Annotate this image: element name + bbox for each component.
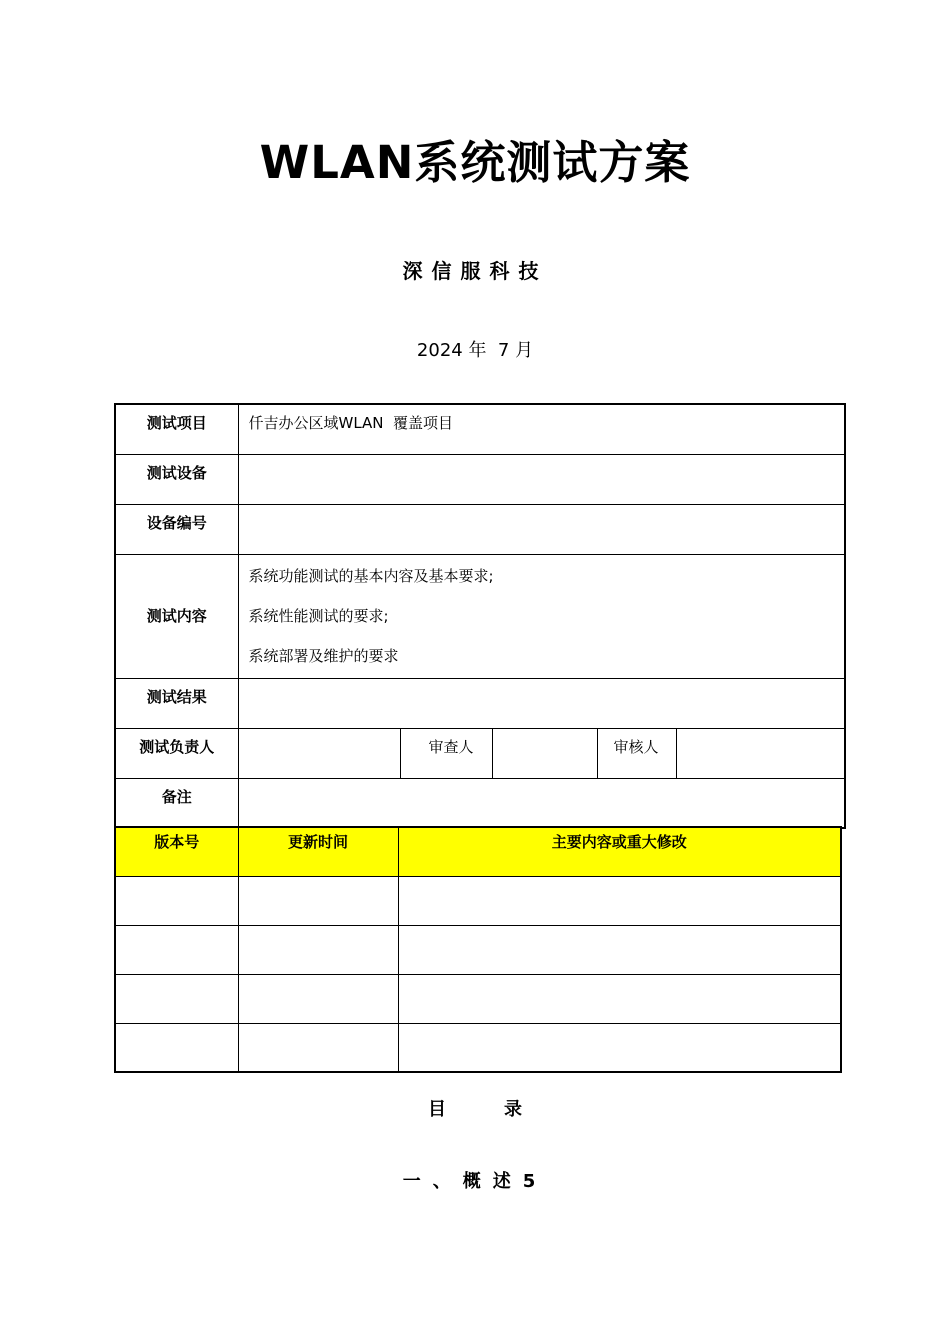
content-line-1: 系统功能测试的基本内容及基本要求; bbox=[248, 567, 494, 585]
version-history-table bbox=[114, 826, 842, 1073]
label-test-content: 测试内容 bbox=[115, 554, 238, 678]
row-test-project bbox=[115, 404, 845, 454]
toc-heading bbox=[0, 1096, 950, 1124]
label-test-equipment: 测试设备 bbox=[115, 454, 238, 504]
company-name: 深信服科技 bbox=[402, 259, 548, 283]
value-remarks bbox=[238, 778, 845, 828]
row-test-content bbox=[115, 554, 845, 678]
cell-changes bbox=[398, 1023, 841, 1072]
value-test-result bbox=[238, 678, 845, 728]
table-row bbox=[115, 1023, 841, 1072]
value-test-project: 仟吉办公区域WLAN 覆盖项目 bbox=[238, 404, 845, 454]
cell-version bbox=[115, 974, 238, 1023]
cell-version bbox=[115, 925, 238, 974]
document-date: 2024 年 7 月 bbox=[416, 340, 534, 361]
table-row bbox=[115, 974, 841, 1023]
value-test-owner bbox=[238, 728, 400, 778]
toc-heading-left: 目 bbox=[428, 1099, 446, 1120]
toc-item-overview[interactable]: 一、概述5 bbox=[402, 1171, 548, 1192]
value-approver bbox=[676, 728, 845, 778]
test-info-table bbox=[114, 403, 846, 829]
label-approver: 审核人 bbox=[597, 728, 676, 778]
row-remarks bbox=[115, 778, 845, 828]
cell-time bbox=[238, 974, 398, 1023]
value-device-number bbox=[238, 504, 845, 554]
table-row bbox=[115, 925, 841, 974]
row-test-result bbox=[115, 678, 845, 728]
label-remarks: 备注 bbox=[115, 778, 238, 828]
cell-version bbox=[115, 876, 238, 925]
cell-changes bbox=[398, 925, 841, 974]
cell-changes bbox=[398, 974, 841, 1023]
version-table-header bbox=[115, 827, 841, 876]
label-reviewer: 审查人 bbox=[400, 728, 492, 778]
label-test-project: 测试项目 bbox=[115, 404, 238, 454]
header-main-changes: 主要内容或重大修改 bbox=[398, 827, 841, 876]
cell-changes bbox=[398, 876, 841, 925]
cell-time bbox=[238, 925, 398, 974]
header-version-number: 版本号 bbox=[115, 827, 238, 876]
row-responsible bbox=[115, 728, 845, 778]
label-device-number: 设备编号 bbox=[115, 504, 238, 554]
cell-time bbox=[238, 1023, 398, 1072]
document-title: WLAN系统测试方案 bbox=[259, 136, 691, 189]
value-reviewer bbox=[492, 728, 597, 778]
value-test-content bbox=[238, 554, 845, 678]
content-line-3: 系统部署及维护的要求 bbox=[248, 647, 399, 665]
label-test-result: 测试结果 bbox=[115, 678, 238, 728]
table-row bbox=[115, 876, 841, 925]
toc-heading-right: 录 bbox=[504, 1099, 522, 1120]
label-test-owner: 测试负责人 bbox=[115, 728, 238, 778]
value-test-equipment bbox=[238, 454, 845, 504]
row-device-number bbox=[115, 504, 845, 554]
content-line-2: 系统性能测试的要求; bbox=[248, 607, 389, 625]
cell-time bbox=[238, 876, 398, 925]
cell-version bbox=[115, 1023, 238, 1072]
row-test-equipment bbox=[115, 454, 845, 504]
header-update-time: 更新时间 bbox=[238, 827, 398, 876]
